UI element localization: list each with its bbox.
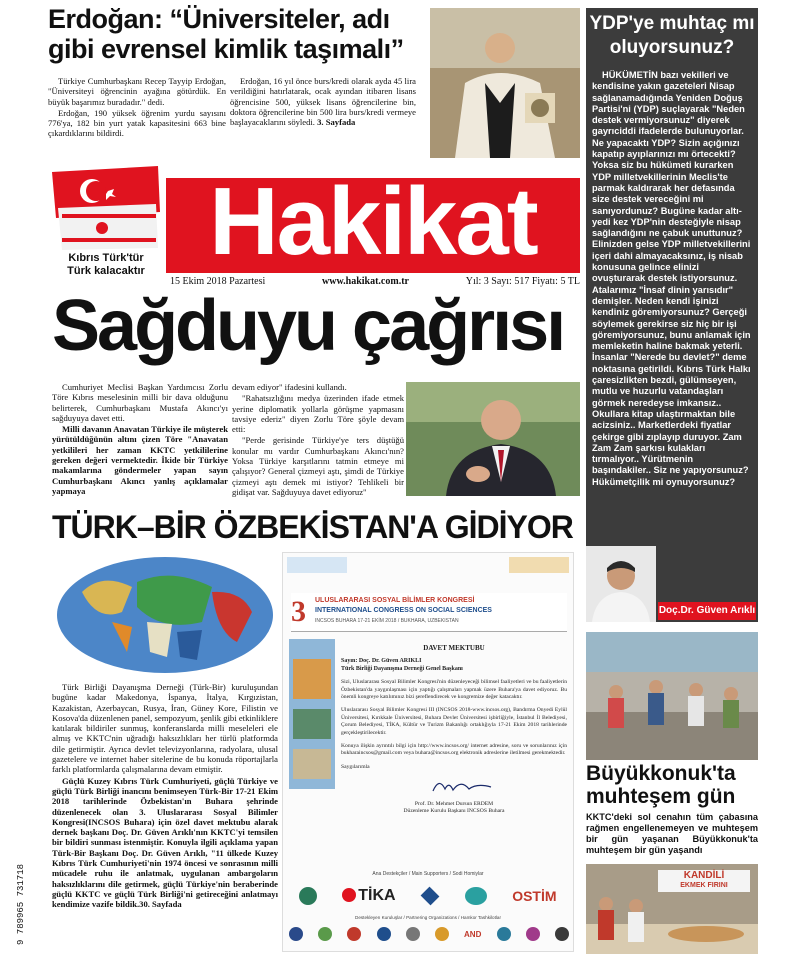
- website-link[interactable]: www.hakikat.com.tr: [322, 276, 409, 287]
- supporter-logo: [421, 887, 440, 906]
- supporter-logo: [465, 887, 487, 905]
- erdogan-photo-art: [430, 8, 580, 158]
- slogan: [48, 252, 164, 278]
- main-story-col1: [52, 382, 228, 497]
- bykonuk-headline: Büyükkonuk'ta muhteşem gün: [586, 762, 736, 808]
- paragraph: Türkiye Cumhurbaşkanı Recep Tayyip Erdoğan, "Üniversiteyi öğrencinin ayağına götürdük. En büyük başarımız buradadır." dedi.: [48, 76, 226, 107]
- bykonuk-body: [586, 812, 758, 857]
- slogan-line: Türk kalacaktır: [67, 265, 145, 277]
- flags-image: [48, 164, 164, 252]
- supporter-logo: [299, 887, 317, 905]
- paragraph: Erdoğan, 190 yüksek öğrenim yurdu sayısını 776'ya, 182 bin yurt yatak kapasitesini 663 bine çıkardıklarını bildirdi.: [48, 107, 226, 139]
- world-map-flags-image: [52, 552, 278, 678]
- partner-logo: [377, 927, 391, 941]
- paragraph: Türk Birliği Dayanışma Derneği (Türk-Bir) kuruluşundan bugüne kadar Makedonya, İspanya, İtalya, Kırgızistan, Kazakistan, Azerbaycan, Rusya, İran, Güney Kore, Filistin ve Kosova'da düzenlenen panel, sempozyum, şenlik gibi etkinliklere katılarak bildiriler sunmuş, konferanslarda milli meseleleri ele almış ve KKTC'nin uğradığı haksızlıkları her türlü platformda dile getirmiştir. Ayrıca devlet televizyonlarına, radyolara, ulusal gazetelere ve internet haber sitelerine de bu konuda röportajlarla farklı platformlarda çalışmalarına devam etmiştir.: [52, 682, 278, 775]
- congress-title: ULUSLARARASI SOSYAL BİLİMLER KONGRESİ: [315, 597, 475, 604]
- tika-logo: TİKA: [342, 887, 395, 905]
- turkbir-headline: TÜRK–BİR ÖZBEKİSTAN'A GİDİYOR: [52, 509, 573, 545]
- partner-logo: [318, 927, 332, 941]
- tore-photo: [406, 382, 580, 496]
- partners-label: Destekleyen Kuruluşlar / Partnering Organizations / Hamkor Tashkilotlar: [355, 915, 501, 920]
- letter-title: DAVET MEKTUBU: [423, 644, 485, 652]
- top-headline: Erdoğan: “Üniversiteler, adı gibi evrensel kimlik taşımalı”: [48, 4, 404, 64]
- paragraph: "Rahatsızlığını medya üzerinden ifade etmek yerine diplomatik yollarla görüşme yapmasını tavsiye ederiz" diyen Zorlu Töre şöyle devam etti:: [232, 393, 404, 435]
- partner-logo: [347, 927, 361, 941]
- signer-title: Düzenleme Kurulu Başkanı INCSOS Buhara: [403, 808, 505, 815]
- bykonuk-photo-art: [586, 632, 758, 760]
- letter-paragraph: Uluslararası Sosyal Bilimler Kongresi III (INCSOS 2018-www.incsos.org), Bandırma Onyedi Eylül Üniversitesi, Kırıkkale Üniversitesi, Buhara Devlet Üniversitesi işbirliğiyle, İstanbul İl Belediyesi, Çorum Belediyesi, TİKA, Kültür ve Turizm Bakanlığı ortaklığıyla 17-21 Ekim 2018 tarihlerinde gerçekleştirilecektir.: [341, 707, 567, 736]
- invitation-letter: [282, 552, 574, 952]
- partner-logos: [289, 923, 569, 945]
- bakery-sign-line: EKMEK FIRINI: [680, 882, 728, 889]
- turkbir-body: [52, 682, 278, 911]
- congress-banner: [291, 593, 567, 632]
- partner-logo: [497, 927, 511, 941]
- signer-name: Prof. Dr. Mehmet Dursun ERDEM: [414, 800, 494, 807]
- ostim-logo: OSTİM: [512, 888, 557, 904]
- university-logo: [509, 557, 569, 573]
- congress-title-en: INTERNATIONAL CONGRESS ON SOCIAL SCIENCES: [315, 607, 492, 614]
- paragraph: devam ediyor" ifadesini kullandı.: [232, 382, 347, 392]
- partner-logo: [526, 927, 540, 941]
- erdogan-photo: [430, 8, 580, 158]
- paragraph: "Perde gerisinde Türkiye'ye ters düştüğü konular mı vardır Cumhurbaşkanı Akıncı'nın? Yoksa Türkiye karşıtlarını tatmin etmeye mi çalışıyor? General çizmeyi aştı, şimdi de Türkiye çizmeyi aştı demek mi istiyor? Tehlikeli bir gidişat var. Sağduyuya davet ediyoruz": [232, 435, 404, 497]
- paragraph: Cumhuriyet Meclisi Başkan Yardımcısı Zorlu Töre Kıbrıs meselesinin milli bir dava olduğunu belirterek, Cumhurbaşkanı Mustafa Akıncı'yı sağduyuya davet etti.: [52, 382, 228, 423]
- bakery-photo: [586, 864, 758, 954]
- congress-subtitle: INCSOS BUHARA 17-21 EKİM 2018 / BUKHARA, UZBEKISTAN: [315, 618, 459, 624]
- slogan-line: Kıbrıs Türk'tür: [68, 252, 144, 264]
- bakery-sign-line: KANDİLİ: [683, 870, 725, 881]
- opinion-body: [586, 66, 758, 488]
- paragraph: Milli davanın Anavatan Türkiye ile müşterek yürütüldüğünün altını çizen Töre "Anavatan yetkilileri her zaman KKTC yetkililerine gereken değeri vermektedir. İkide bir Türkiye makamlarına göndermeler yapan sayın Cumhurbaşkanı Akıncı yanlış açıklamalar yapmaya: [52, 424, 228, 496]
- logo: Hakikat: [209, 168, 537, 275]
- supporters-label: Ana Destekçiler / Main Supporters / Sodi Homiylar: [372, 871, 484, 877]
- author-box: [586, 546, 758, 622]
- partner-logo: [406, 927, 420, 941]
- letter-side-graphic: [289, 639, 335, 789]
- opinion-text: HÜKÜMETİN bazı vekilleri ve kendisine yakın gazeteleri Nisap sağlanamadığında Yeniden Doğuş Partisi'ni (YDP) suçlayarak "Neden destek vermiyorsunuz" diyerek gayrıciddi ifadelerde bulunuyorlar. Ne yapacaktı YDP? Sizin açığınızı kapatıp ayıplarınızı mı örtecekti? Yoksa siz bu hükümeti kurarken YDP milletvekillerinin Meclis'te parmak kaldırarak her defasında size destek vereceğini mi sanıyordunuz? Bugüne kadar altı-yedi kez YDP'nin desteğiyle nisap sağlandığını ne çabuk unuttunuz? Elinizden gelse YDP milletvekillerini içeri dahi almayacaksınız, iş nisab konusuna gelince elinizi ovuşturarak destek istiyorsunuz. Atalarımız "İnsaf dinin yarısıdır" demişler. Neden kendi işinizi kendiniz göremiyorsunuz? Gerçeği söylemek gerekirse siz hiç bir işi göremiyorsunuz, bunu anlamak için memleketin haline bakmak yeterli. İnsanlar "Nerede bu devlet?" deme noktasına getirildi. Kıbrıs Türk Halkı çaresizlikten bezdi, gülümseyen, mutlu ve huzurlu vatandaşları görmek neredeyse imkansız.. Okullara kitap ulaştırmaktan bile acizsiniz.. Marketlerdeki fiyatlar çekirge gibi zıplayıp duruyor. Zam Zam Zam şarkısı kulakları tırmalıyor.. Yürütmenin başındakiler.. Siz ne yapıyorsunuz? Hükümetçilik mi oynuyorsunuz?: [592, 70, 751, 487]
- author-name: Doç.Dr. Güven Arıklı: [658, 602, 756, 620]
- paragraph: Güçlü Kuzey Kıbrıs Türk Cumhuriyeti, güçlü Türkiye ve güçlü Türk Birliği inancını benimseyen Türk-Bir 17-21 Ekim 2018 tarihlerinde Özbekistan'ın Buhara şehrinde düzenlenecek olan 3. Uluslararası Sosyal Bilimler Kongresi(INCSOS Buhara) için özel davet mektubu alarak dernek başkanı Doç. Dr. Güven Arıklı'nın KKTC'yi temsilen bir bildiri sunması istenmiştir. Konuyla ilgili açıklama yapan Türk-Bir Başkanı Doç. Dr. Güven Arıklı, "11 ülkede Kuzey Kıbrıs Türk Cumhuriyeti'nin 1974 öncesi ve sonrasının milli mücadele ruhu ile anlatmak, uygulanan ambargoların haksızlıklarını dile getirmek, güçlü Türkiye'nin beraberinde güçlü KKTC ve güçlü Türk Birliği'ni getireceğini anlatmayı kendimize vazife bildik.30. Sayfada: [52, 775, 278, 910]
- bakery-sign: [658, 870, 750, 890]
- letter-paragraph: Konuya ilişkin ayrıntılı bilgi için http://www.incsos.org/ internet adresine, soru ve sorunlarınız için bukharaincsos@gmail.com veya buhara@incsos.org elektronik adreslerine iletilmesi gerekmektedir.: [341, 743, 567, 757]
- and-logo: AND: [464, 929, 482, 939]
- tore-photo-art: [406, 382, 580, 496]
- signature-graphic: [431, 775, 501, 797]
- top-story-col1: [48, 76, 226, 140]
- university-logo: [287, 557, 347, 573]
- letter-body: [341, 645, 567, 816]
- issue-date: 15 Ekim 2018 Pazartesi: [170, 276, 266, 287]
- letter-paragraph: Sizi, Uluslararası Sosyal Bilimler Kongresi'nin düzenleyeceği bilimsel faaliyetleri ve bu faaliyetlerin Özbekistan'da yaygınlaşması için yaptığı çalışmaları yapmak üzere Buhara'ya davet ediyoruz. Bu önemli kongreye katılımınız bizi şereflendirecek ve kongremize değer katacaktır.: [341, 679, 567, 701]
- page-ref-link[interactable]: 30. Sayfada: [139, 899, 182, 910]
- main-story-col2: [232, 382, 404, 498]
- letter-closing: Saygılarımla: [341, 763, 370, 770]
- world-map-art: [52, 552, 278, 678]
- barcode-number: 9 789965 731718: [16, 863, 26, 945]
- letter-recipient-title: Türk Birliği Dayanışma Derneği Genel Başkanı: [341, 665, 463, 672]
- flags-art: [48, 164, 164, 252]
- issue-info: Yıl: 3 Sayı: 517 Fiyatı: 5 TL: [465, 276, 580, 287]
- page-ref-link[interactable]: 3. Sayfada: [317, 117, 356, 128]
- paragraph: KKTC'deki sol cenahın tüm çabasına rağmen engellenemeyen ve muhteşem bir gün yaşanan Büyükkonuk'ta muhteşem bir gün yaşandı: [586, 812, 758, 855]
- side-graphic-art: [289, 639, 335, 789]
- main-headline: Sağduyu çağrısı: [52, 286, 564, 366]
- congress-number: 3: [291, 595, 306, 628]
- opinion-title: YDP'ye muhtaç mı oluyorsunuz?: [586, 8, 758, 64]
- partner-logo: [289, 927, 303, 941]
- paragraph: Erdoğan, 16 yıl önce burs/kredi olarak ayda 45 lira verildiğini hatırlatarak, ocak ayından itibaren lisans öğrencisine 500, yüksek lisans öğrencilerine bin, doktora öğrencilerine bin 500 lira burs/kredi vermeye başlayacaklarını söyledi. 3. Sayfada: [230, 76, 416, 128]
- partner-logo: [435, 927, 449, 941]
- partner-logo: [555, 927, 569, 941]
- letter-recipient: Sayın: Doç. Dr. Güven ARIKLI: [341, 658, 422, 665]
- top-story-col2: [230, 76, 416, 128]
- bykonuk-photo: [586, 632, 758, 760]
- supporter-logos: [287, 881, 569, 911]
- author-photo: [586, 546, 656, 622]
